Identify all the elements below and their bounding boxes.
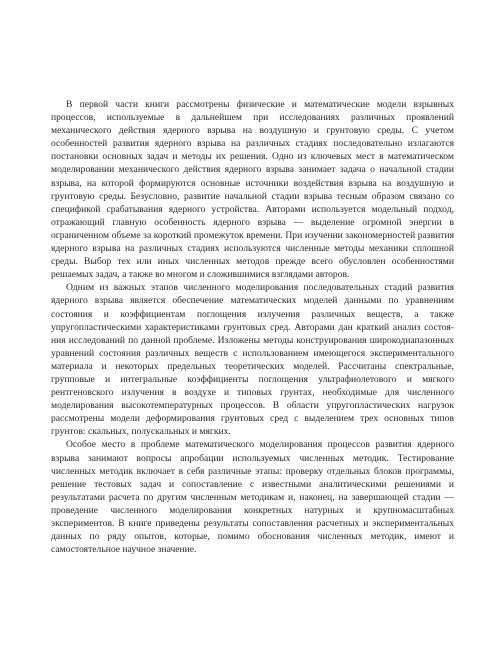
paragraph-3: Особое место в проблеме математического моделирования процессов развития ядерного взрыва занимают вопросы апробации используемых численных методик. Тестирование численных методик включает в себя различные этапы: проверку отдельных блоков программы, решение тестовых задач и сопоставление с известными аналитическими решениями и результатами расчета по другим численным методикам и, наконец, на завершающей стадии — проведение численного моделирования конкретных натурных и крупномасштабных экспериментов. В книге приведены результаты сопоставления расчетных и экспериментальных данных по ряду опытов, которые, помимо обоснования численных методик, имеют и самостоятельное научное значение. <box>51 439 454 556</box>
preface-text <box>51 98 454 556</box>
paragraph-2: Одним из важных этапов численного моделирования последовательных стадий развития ядерного взрыва является обеспечение математических моделей данными по уравнениям состояния и коэффициентам поглощения излучения различных веществ, а также упругопластическими характеристиками грунтовых сред. Авторами дан краткий анализ состояния исследований по данной проблеме. Изложены методы конструирования широкодиапазонных уравнений состояния различных веществ с использованием имеющегося экспериментального материала и некоторых предельных теоретических моделей. Рассчитаны спектральные, групповые и интегральные коэффициенты поглощения ультрафиолетового и мягкого рентгеновского излучения в воздухе и типовых грунтах, необходимые для численного моделирования высокотемпературных процессов. В области упругопластических нагрузок рассмотрены модели деформирования грунтовых сред с выделением трех основных типов грунтов: скальных, полускальных и мягких. <box>51 282 454 438</box>
paragraph-1: В первой части книги рассмотрены физические и математические модели взрывных процессов, используемые в дальнейшем при исследованиях различных проявлений механического действия ядерного взрыва на воздушную и грунтовую среды. С учетом особенностей развития ядерного взрыва на различных стадиях последовательно излагаются постановки основных задач и методы их решения. Одно из ключевых мест в математическом моделировании механического действия ядерного взрыва занимает задача о начальной стадии взрыва, на которой формируются основные источники воздействия взрыва на воздушную и грунтовую среды. Безусловно, развитие начальной стадии взрыва тесным образом связано со спецификой срабатывания ядерного устройства. Авторами используется модельный подход, отражающий главную особенность ядерного взрыва — выделение огромной энергии в ограниченном объеме за короткий промежуток времени. При изучении закономерностей развития ядерного взрыва на различных стадиях используются численные методы механики сплошной среды. Выбор тех или иных численных методов прежде всего обусловлен особенностями решаемых задач, а также во многом и сложившимися взглядами авторов. <box>51 99 454 281</box>
